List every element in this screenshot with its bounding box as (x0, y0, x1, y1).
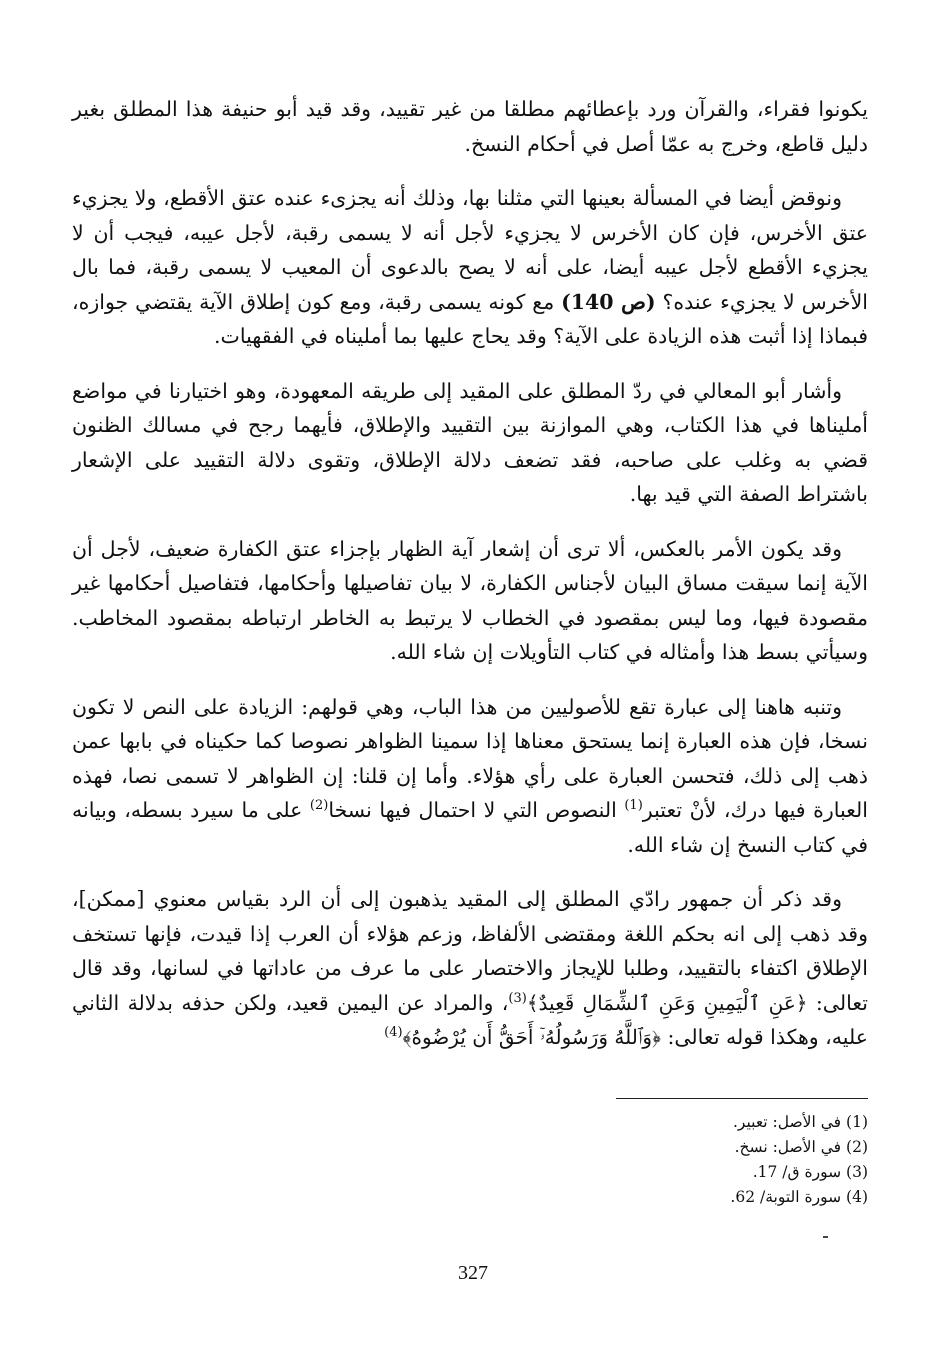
footnote-4: (4) سورة التوبة/ 62. (730, 1188, 868, 1206)
paragraph-6 (72, 882, 868, 1055)
quran-verse-2: ﴿وَٱللَّهُ وَرَسُولُهُۥٓ أَحَقُّ أَن يُرْضُوهُ﴾ (402, 1025, 661, 1049)
paragraph-2-text-a: ونوقض أيضا في المسألة بعينها التي مثلنا بها، وذلك أنه يجزىء عنده عتق الأقطع، ولا يجزيء عتق الأخرس، فإن كان الأخرس لا يجزيء لأجل أنه لا يسمى رقبة، لأجل عيبه، فيجب أن لا يجزيء الأقطع لأجل عيبه أيضا، على أنه لا يصح بالدعوى أن المعيب لا يسمى رقبة، فما بال الأخرس لا يجزيء عنده؟ (72, 186, 868, 314)
paragraph-3 (72, 374, 868, 512)
paragraph-4-text: وقد يكون الأمر بالعكس، ألا ترى أن إشعار آية الظهار بإجزاء عتق الكفارة ضعيف، لأجل أن الآية إنما سيقت مساق البيان لأجناس الكفارة، لا بيان تفاصيلها وأحكامها، فتفاصيل أحكامها غير مقصودة فيها، وما ليس بمقصود في الخطاب لا يرتبط به الخاطر ارتباطه بمقصود المخاطب. وسيأتي بسط هذا وأمثاله في كتاب التأويلات إن شاء الله. (72, 536, 868, 664)
main-text (72, 92, 868, 1075)
footnote-marker-2: (2) (309, 798, 329, 814)
paragraph-1 (72, 92, 868, 161)
paragraph-5-text-c: على ما سيرد بسطه، وبيانه في كتاب النسخ إن شاء الله. (72, 798, 868, 857)
paragraph-6-text-b: ، والمراد عن اليمين قعيد، ولكن حذفه بدلالة الثاني عليه، وهكذا قوله تعالى: (72, 990, 868, 1049)
scan-mark (823, 1236, 828, 1238)
footnote-marker-4: (4) (384, 1025, 403, 1041)
footnotes (468, 1110, 868, 1210)
paragraph-4 (72, 532, 868, 670)
paragraph-5-text-a: وتنبه هاهنا إلى عبارة تقع للأصوليين من هذا الباب، وهي قولهم: الزيادة على النص لا تكون نسخا، فإن هذه العبارة إنما يستحق معناها إذا سمينا الظواهر نصوصا كما حكيناه في بابها عمن ذهب إلى ذلك، فتحسن العبارة على رأي هؤلاء. وأما إن قلنا: إن الظواهر لا تسمى نصا، فهذه العبارة فيها درك، لأنْ تعتبر (72, 694, 869, 822)
quran-verse-1: ﴿عَنِ ٱلْيَمِينِ وَعَنِ ٱلشِّمَالِ قَعِيدٌ﴾ (526, 990, 808, 1015)
footnote-3: (3) سورة ق/ 17. (752, 1163, 868, 1181)
footnote-2: (2) في الأصل: نسخ. (734, 1138, 868, 1156)
footnote-separator (616, 1098, 868, 1099)
footnote-marker-1: (1) (624, 798, 643, 814)
paragraph-2-text-b: مع كونه يسمى رقبة، ومع كون إطلاق الآية يقتضي جوازه، فبماذا إذا أثبت هذه الزيادة على الآية؟ وقد يحاج عليها بما أمليناه في الفقهيات. (72, 289, 868, 348)
page-number: 327 (458, 1262, 488, 1284)
page-reference: (ص 140) (561, 289, 656, 314)
paragraph-6-text-a: وقد ذكر أن جمهور رادّي المطلق إلى المقيد يذهبون إلى أن الرد بقياس معنوي [ممكن]، وقد ذهب إلى انه بحكم اللغة ومقتضى الألفاظ، وزعم هؤلاء أن العرب إذا قيدت، فإنها تستخف الإطلاق اكتفاء بالتقييد، وطلبا للإيجاز والاختصار على ما عرف من عاداتها في لسانها، وقد قال تعالى: (72, 887, 868, 1015)
footnote-1: (1) في الأصل: تعبير. (733, 1113, 868, 1131)
footnote-marker-3: (3) (508, 990, 527, 1006)
paragraph-1-text: يكونوا فقراء، والقرآن ورد بإعطائهم مطلقا من غير تقييد، وقد قيد أبو حنيفة هذا المطلق بغير دليل قاطع، وخرج به عمّا أصل في أحكام النسخ. (72, 97, 868, 156)
paragraph-5-text-b: النصوص التي لا احتمال فيها نسخا (328, 798, 617, 822)
paragraph-3-text: وأشار أبو المعالي في ردّ المطلق على المقيد إلى طريقه المعهودة، وهو اختيارنا في مواضع أمليناها في هذا الكتاب، وهي الموازنة بين التقييد والإطلاق، فأيهما رجح في مسالك الظنون قضي به وغلب على صاحبه، فقد تضعف دلالة الإطلاق، وتقوى دلالة التقييد على الإشعار باشتراط الصفة التي قيد بها. (72, 378, 868, 506)
paragraph-5 (72, 690, 868, 863)
paragraph-2 (72, 181, 868, 354)
